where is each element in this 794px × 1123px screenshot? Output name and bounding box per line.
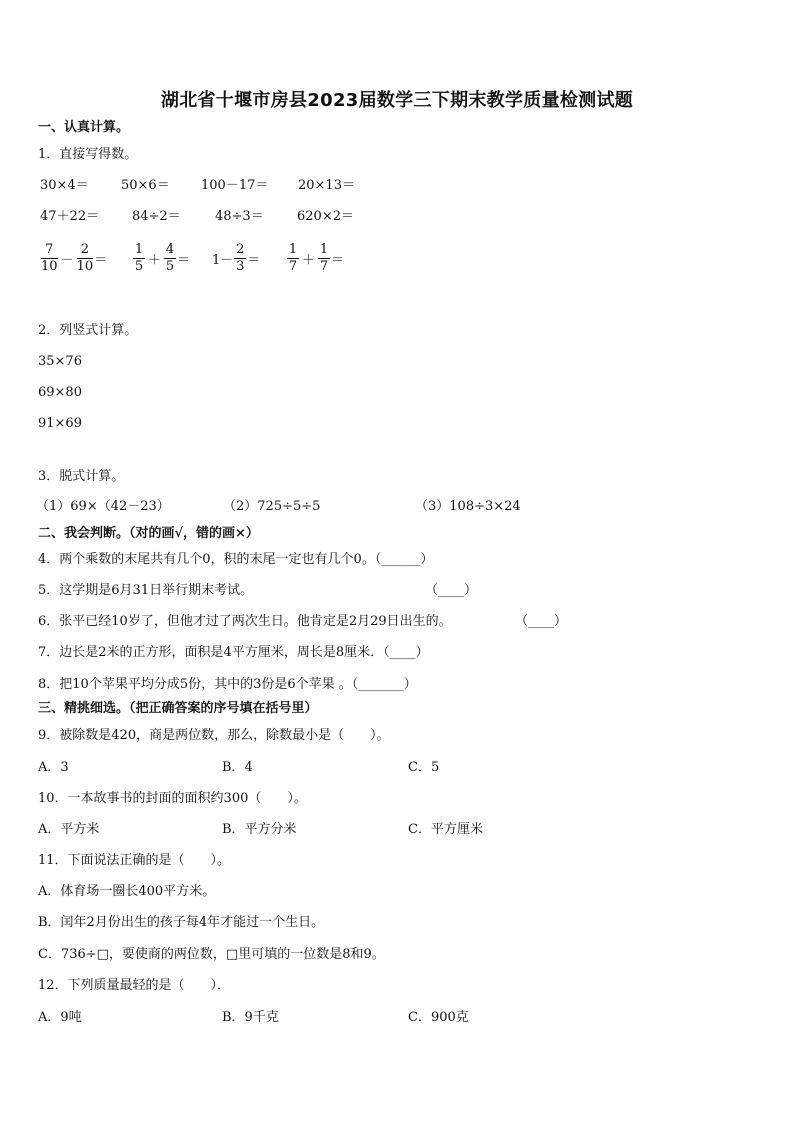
stepwise-calc-item: （1）69×（42－23）: [36, 499, 170, 514]
option-c: C．736÷□，要使商的两位数，□里可填的一位数是8和9。: [38, 947, 385, 962]
judge-question-7: 7．边长是2米的正方形，面积是4平方厘米，周长是8厘米．（____）: [38, 645, 429, 660]
answer-blank: （____）: [515, 614, 568, 629]
stepwise-calc-item: （2）725÷5÷5: [223, 499, 321, 514]
calc-item: 620×2＝: [297, 209, 354, 224]
question-12-stem: 12．下列质量最轻的是（ ）．: [38, 978, 231, 993]
judge-question-4: 4．两个乘数的末尾共有几个0，积的末尾一定也有几个0。（______）: [38, 552, 434, 567]
option-a: A．平方米: [38, 822, 100, 837]
vertical-calc-item: 35×76: [38, 354, 82, 369]
judge-question-8: 8．把10个苹果平均分成5份，其中的3份是6个苹果 。（_______）: [38, 677, 417, 692]
option-c: C．900克: [408, 1010, 469, 1025]
fraction: 4 5: [165, 242, 175, 274]
option-a: A．3: [38, 760, 69, 775]
option-b: B．4: [222, 760, 253, 775]
fraction-expression: 1 5 ＋ 4 5 ＝: [134, 242, 191, 274]
answer-blank: （____）: [425, 583, 478, 598]
stepwise-calc-item: （3）108÷3×24: [415, 499, 521, 514]
question-3-heading: 3．脱式计算。: [38, 469, 125, 484]
option-a: A．9吨: [38, 1010, 82, 1025]
section-heading-3: 三、精挑细选。（把正确答案的序号填在括号里）: [38, 701, 318, 716]
calc-item: 84÷2＝: [132, 209, 181, 224]
section-heading-1: 一、认真计算。: [38, 120, 130, 135]
fraction: 1 7: [319, 242, 329, 274]
question-10-stem: 10．一本故事书的封面的面积约300（ ）。: [38, 791, 307, 806]
question-9-stem: 9．被除数是420，商是两位数，那么，除数最小是（ ）。: [38, 728, 390, 743]
option-b: B．平方分米: [222, 822, 297, 837]
question-11-stem: 11．下面说法正确的是（ ）。: [38, 853, 231, 868]
option-b: B．闰年2月份出生的孩子每4年才能过一个生日。: [38, 915, 325, 930]
calc-item: 48÷3＝: [215, 209, 264, 224]
question-1-heading: 1．直接写得数。: [38, 147, 138, 162]
fraction: 1 5: [134, 242, 144, 274]
fraction: 7 10: [41, 242, 58, 274]
section-heading-2: 二、我会判断。（对的画√，错的画×）: [38, 526, 259, 541]
option-c: C．5: [408, 760, 440, 775]
fraction-expression: 1 7 ＋ 1 7 ＝: [288, 242, 345, 274]
calc-item: 30×4＝: [40, 178, 89, 193]
option-c: C．平方厘米: [408, 822, 483, 837]
calc-item: 50×6＝: [121, 178, 170, 193]
judge-question-5: 5．这学期是6月31日举行期末考试。: [38, 583, 254, 598]
option-a: A．体育场一圈长400平方米。: [38, 884, 216, 899]
question-2-heading: 2．列竖式计算。: [38, 323, 138, 338]
page-title: 湖北省十堰市房县2023届数学三下期末教学质量检测试题: [160, 90, 634, 111]
option-b: B．9千克: [222, 1010, 279, 1025]
calc-item: 20×13＝: [298, 178, 355, 193]
fraction-expression: 7 10 － 2 10 ＝: [41, 242, 108, 274]
fraction-expression: 1－ 2 3 ＝: [212, 242, 261, 274]
calc-item: 47＋22＝: [40, 209, 100, 224]
judge-question-6: 6．张平已经10岁了，但他才过了两次生日。他肯定是2月29日出生的。: [38, 614, 452, 629]
vertical-calc-item: 91×69: [38, 416, 82, 431]
vertical-calc-item: 69×80: [38, 385, 82, 400]
fraction: 2 3: [236, 242, 245, 274]
fraction: 2 10: [76, 242, 94, 274]
calc-item: 100－17＝: [201, 178, 269, 193]
fraction: 1 7: [288, 242, 298, 274]
